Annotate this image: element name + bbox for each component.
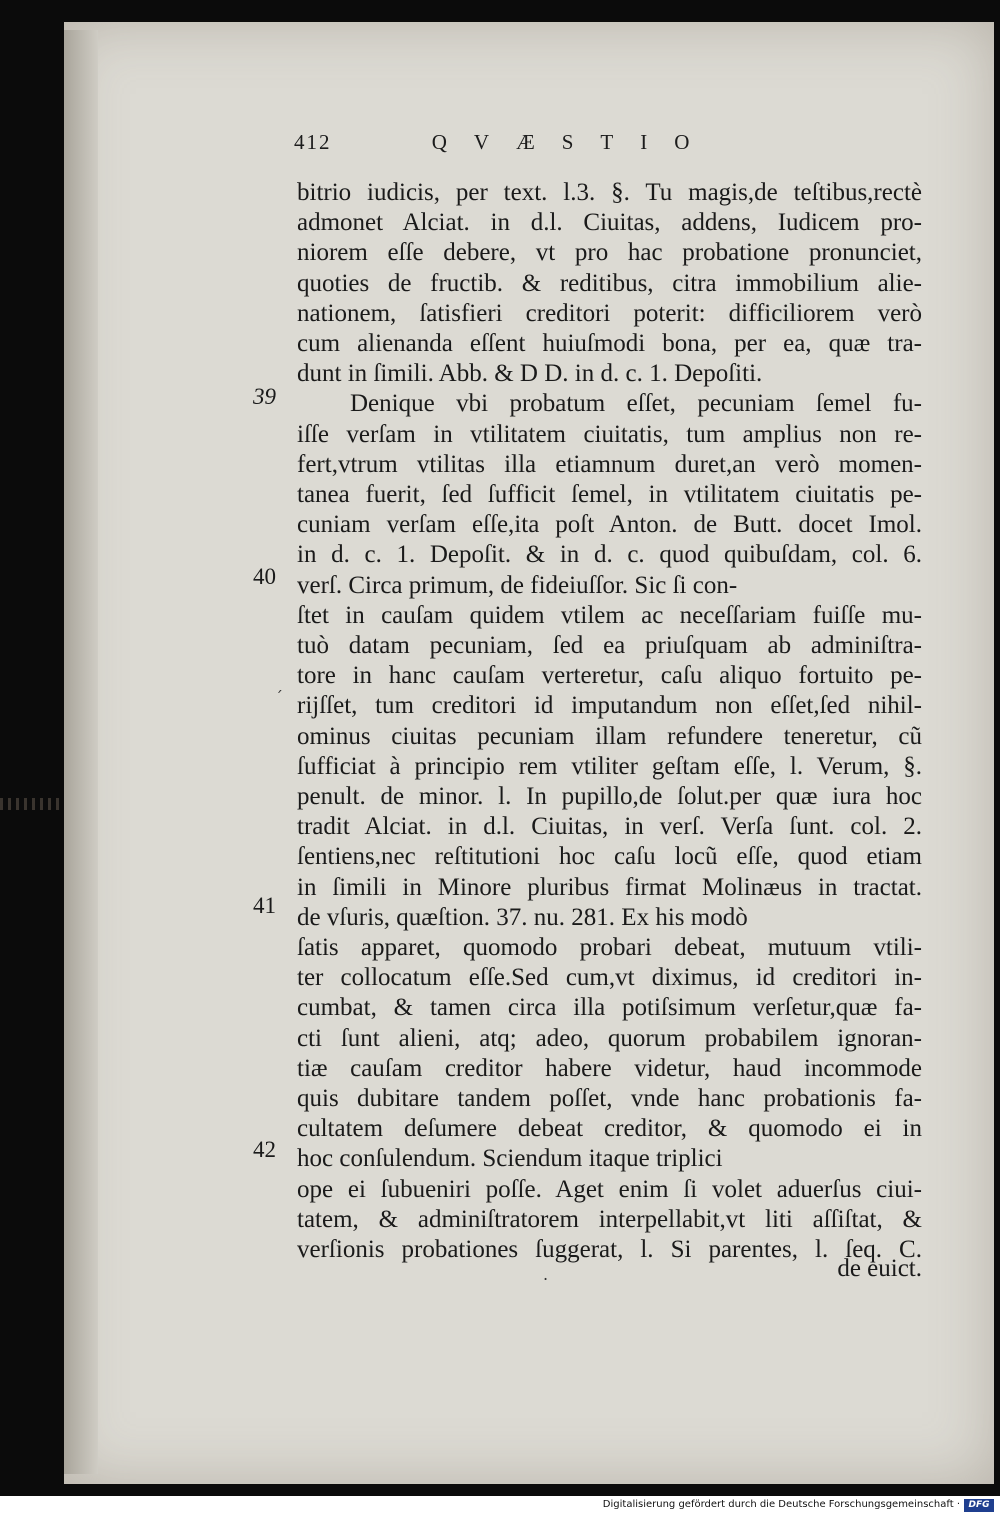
text-line: in ſimili in Minore pluribus firmat Molinæus in tractat.	[297, 873, 922, 901]
text-line: admonet Alciat. in d.l. Ciuitas, addens, Iudicem pro-	[297, 209, 922, 237]
text-line: tradit Alciat. in d.l. Ciuitas, in verſ. Verſa ſunt. col. 2.	[297, 813, 922, 841]
margin-number-39: 39	[253, 384, 276, 409]
text-line: quis dubitare tandem poſſet, vnde hanc probationis fa-	[297, 1085, 922, 1112]
text-line: tiæ cauſam creditor habere videtur, haud incommode	[297, 1054, 922, 1082]
text-line: Denique vbi probatum eſſet, pecuniam ſemel fu-	[350, 390, 922, 418]
text-line: verſionis probationes ſuggerat, l. Si parentes, l. ſeq. C.	[297, 1236, 922, 1263]
stray-mark: ´	[275, 688, 283, 707]
text-line: niorem eſſe debere, vt pro hac probatione pronunciet,	[297, 239, 922, 267]
text-line: cumbat, & tamen circa illa potiſsimum verſetur,quæ fa-	[297, 994, 922, 1022]
running-head	[294, 130, 716, 155]
dfg-logo: DFG	[964, 1499, 994, 1512]
text-line: cti ſunt alieni, atq; adeo, quorum probabilem ignoran-	[297, 1024, 922, 1052]
text-line: rijſſet, tum creditori id imputandum non eſſet,ſed nihil-	[297, 692, 922, 720]
margin-number-41: 41	[253, 893, 276, 918]
text-line: ſufficiat à principio rem vtiliter geſtam eſſe, l. Verum, §.	[297, 752, 922, 780]
text-line: ſtet in cauſam quidem vtilem ac neceſſariam fuiſſe mu-	[297, 601, 922, 629]
stray-dot: .	[543, 1265, 549, 1284]
funding-credit: Digitalisierung gefördert durch die Deutsche Forschungsgemeinschaft ·	[602, 1499, 960, 1510]
margin-bleed-marks	[0, 798, 62, 810]
catchword: de euict.	[837, 1255, 922, 1282]
page-number: 412	[294, 130, 332, 154]
text-line: fert,vtrum vtilitas illa etiamnum duret,an verò momen-	[297, 450, 922, 478]
text-line: hoc conſulendum. Sciendum itaque triplici	[297, 1145, 723, 1173]
text-line: tanea fuerit, ſed ſufficit ſemel, in vtilitatem ciuitatis pe-	[297, 481, 922, 508]
text-line: quoties de fructib. & reditibus, citra immobilium alie-	[297, 269, 922, 297]
text-line: cultatem deſumere debeat creditor, & quomodo ei in	[297, 1115, 922, 1143]
text-line: in d. c. 1. Depoſit. & in d. c. quod quibuſdam, col. 6.	[297, 541, 922, 569]
text-line: tore in hanc cauſam verteretur, caſu aliquo fortuito pe-	[297, 662, 922, 690]
margin-number-42: 42	[253, 1137, 276, 1162]
text-line: ſatis apparet, quomodo probari debeat, mutuum vtili-	[297, 934, 922, 961]
text-line: dunt in ſimili. Abb. & D D. in d. c. 1. Depoſiti.	[297, 360, 763, 388]
text-line: tuò datam pecuniam, ſed ea priuſquam ab adminiſtra-	[297, 632, 922, 659]
text-line: tatem, & adminiſtratorem interpellabit,vt liti aſſiſtat, &	[297, 1205, 922, 1233]
text-line: ſentiens,nec reſtitutioni hoc caſu locũ eſſe, quod etiam	[297, 843, 922, 871]
margin-number-40: 40	[253, 564, 276, 589]
text-line: ter collocatum eſſe.Sed cum,vt diximus, id creditori in-	[297, 964, 922, 992]
text-line: ope ei ſubueniri poſſe. Aget enim ſi volet aduerſus ciui-	[297, 1175, 922, 1203]
text-line: ominus ciuitas pecuniam illam refundere teneretur, cũ	[297, 722, 922, 750]
page-gutter-shadow	[64, 30, 98, 1474]
text-line: penult. de minor. l. In pupillo,de ſolut.per quæ iura hoc	[297, 783, 922, 810]
text-line: iſſe verſam in vtilitatem ciuitatis, tum amplius non re-	[297, 420, 922, 448]
text-line: cum alienanda eſſent huiuſmodi bona, per ea, quæ tra-	[297, 330, 922, 357]
text-line: bitrio iudicis, per text. l.3. §. Tu magis,de teſtibus,rectè	[297, 179, 922, 206]
text-line: verſ. Circa primum, de fideiuſſor. Sic ſi con-	[297, 571, 738, 599]
text-line: de vſuris, quæſtion. 37. nu. 281. Ex his modò	[297, 903, 748, 931]
text-line: nationem, ſatisfieri creditori poterit: difficiliorem verò	[297, 299, 922, 327]
running-title: QVÆSTIO	[431, 130, 717, 154]
text-line: cuniam verſam eſſe,ita poſt Anton. de Butt. docet Imol.	[297, 511, 922, 539]
